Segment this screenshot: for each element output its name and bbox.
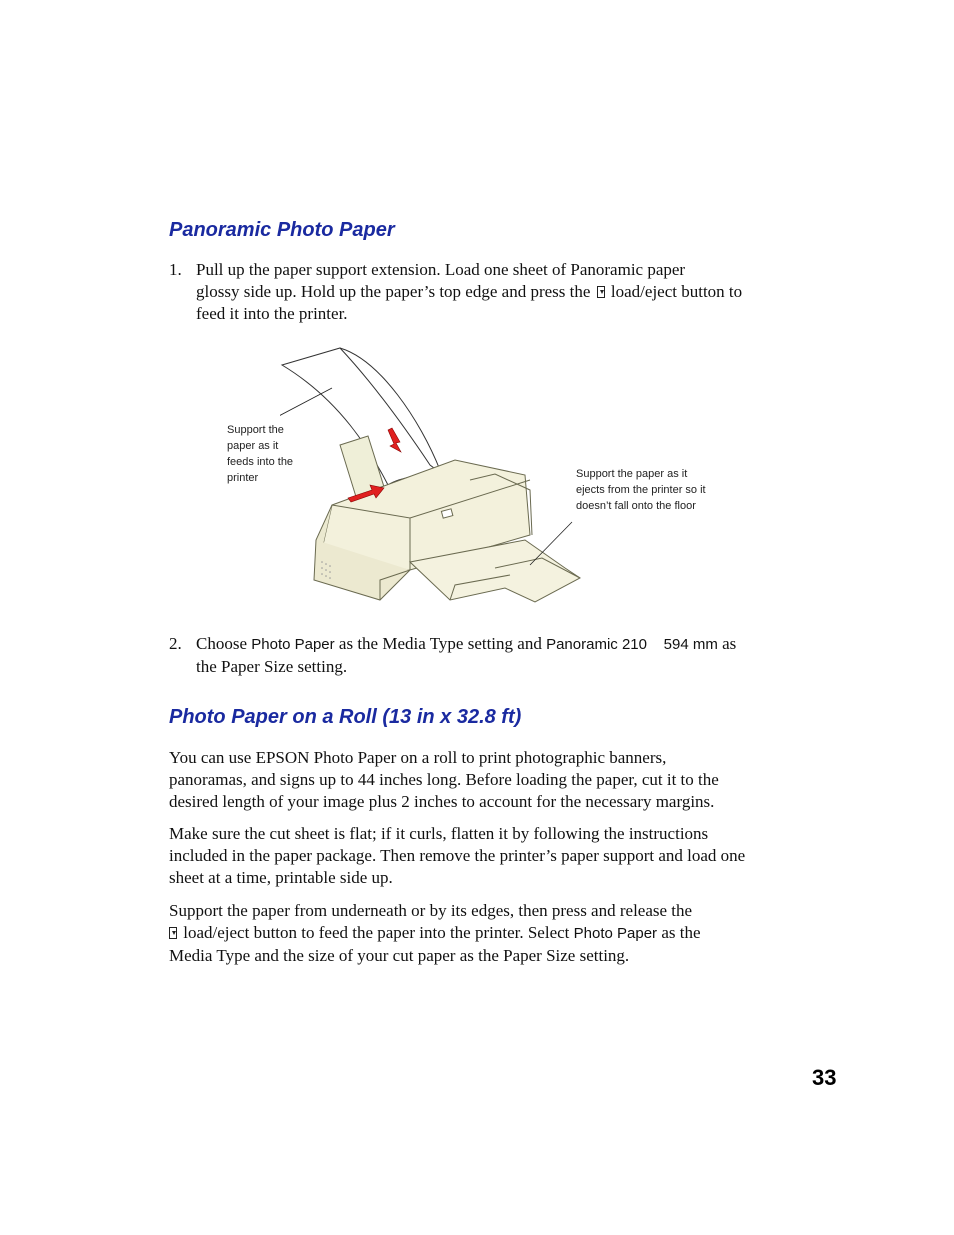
paragraph-line: Make sure the cut sheet is flat; if it curls, flatten it by following the instructions: [169, 824, 709, 843]
load-eject-icon: [597, 286, 605, 298]
step-body: [196, 633, 796, 678]
paragraph-line: included in the paper package. Then remove the printer’s paper support and load one: [169, 846, 746, 865]
callout-line: doesn’t fall onto the floor: [576, 500, 696, 512]
page-number: 33: [812, 1065, 837, 1090]
media-type-value: Photo Paper: [251, 636, 335, 653]
step-number: 2.: [169, 634, 182, 653]
step-line: the Paper Size setting.: [196, 657, 348, 676]
media-type-value: Photo Paper: [573, 925, 658, 942]
callout-feed: [227, 422, 293, 486]
text-fragment: as the: [661, 923, 701, 942]
paragraph-line: Media Type and the size of your cut paper as the Paper Size setting.: [169, 946, 630, 965]
paragraph-line: [169, 922, 789, 945]
text-fragment: Choose: [196, 634, 247, 653]
section-heading-panoramic: Panoramic Photo Paper: [169, 219, 395, 241]
callout-line: Support the paper as it: [576, 468, 688, 480]
step-line: [196, 281, 796, 303]
section-heading-roll: Photo Paper on a Roll (13 in x 32.8 ft): [169, 706, 522, 728]
paragraph: [169, 900, 789, 967]
step-number: 1.: [169, 260, 182, 279]
callout-line: feeds into the: [227, 456, 294, 468]
callout-line: printer: [227, 472, 259, 484]
text-fragment: load/eject button to: [610, 282, 743, 301]
paragraph-line: Support the paper from underneath or by its edges, then press and release the: [169, 901, 693, 920]
paragraph-line: You can use EPSON Photo Paper on a roll to print photographic banners,: [169, 748, 667, 767]
paragraph-line: panoramas, and signs up to 44 inches long. Before loading the paper, cut it to the: [169, 770, 719, 789]
step-body: [196, 259, 796, 325]
step-line: [196, 633, 796, 656]
printer-illustration: [280, 340, 600, 610]
text-fragment: as the Media Type setting and: [338, 634, 542, 653]
callout-line: paper as it: [227, 440, 279, 452]
paragraph-line: sheet at a time, printable side up.: [169, 868, 393, 887]
paragraph: [169, 747, 789, 813]
callout-line: ejects from the printer so it: [576, 484, 706, 496]
step-line: Pull up the paper support extension. Load one sheet of Panoramic paper: [196, 260, 686, 279]
callout-line: Support the: [227, 424, 284, 436]
step-line: feed it into the printer.: [196, 304, 348, 323]
paragraph-line: desired length of your image plus 2 inches to account for the necessary margins.: [169, 792, 715, 811]
load-eject-icon: [169, 927, 177, 939]
callout-eject: [576, 466, 706, 514]
text-fragment: glossy side up. Hold up the paper’s top edge and press the: [196, 282, 591, 301]
paper-size-value: Panoramic 210 594 mm: [546, 636, 718, 653]
paragraph: [169, 823, 809, 889]
text-fragment: load/eject button to feed the paper into the printer. Select: [183, 923, 570, 942]
text-fragment: as: [722, 634, 737, 653]
